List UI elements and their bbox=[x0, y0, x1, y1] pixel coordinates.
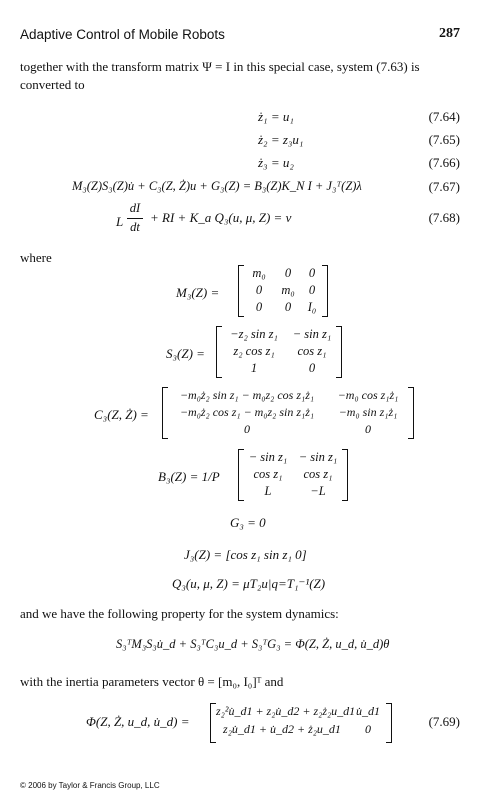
g3-equation: G₃ = 0 bbox=[230, 515, 266, 530]
matrix-bracket bbox=[386, 703, 392, 743]
matrix-cell: 0 bbox=[365, 422, 371, 436]
matrix-cell: u̇_d1 bbox=[356, 704, 380, 718]
equation-7-67: M₃(Z)S₃(Z)u̇ + C₃(Z, Ż)u + G₃(Z) = B₃(Z)K_N I + J₃ᵀ(Z)λ bbox=[72, 179, 362, 193]
matrix-cell: 0 bbox=[244, 422, 250, 436]
matrix-cell: −z₂ sin z₁ bbox=[230, 327, 278, 341]
j3-equation: J₃(Z) = [cos z₁ sin z₁ 0] bbox=[184, 547, 307, 562]
where-label: where bbox=[20, 250, 52, 265]
matrix-bracket bbox=[336, 326, 342, 378]
equation-number: (7.68) bbox=[428, 210, 460, 225]
matrix-bracket bbox=[322, 265, 328, 317]
c3-lhs: C₃(Z, Ż) = bbox=[94, 407, 149, 422]
matrix-cell: − sin z₁ bbox=[292, 327, 332, 341]
matrix-cell: 0 bbox=[255, 300, 263, 314]
s3-lhs: S₃(Z) = bbox=[166, 346, 205, 361]
property-equation: S₃ᵀM₃S₃u̇_d + S₃ᵀC₃u_d + S₃ᵀG₃ = Φ(Z, Ż, u_d, u̇_d)θ bbox=[116, 637, 390, 651]
equation-number: (7.64) bbox=[428, 109, 460, 124]
equation-number: (7.66) bbox=[428, 155, 460, 170]
intro-paragraph: together with the transform matrix Ψ = I in this special case, system (7.63) is converted to bbox=[20, 59, 420, 92]
equation-number: (7.65) bbox=[428, 132, 460, 147]
equation-number: (7.67) bbox=[428, 179, 460, 194]
matrix-cell: z₂²u̇_d1 + z₂u̇_d2 + z₂ż₂u_d1 bbox=[216, 704, 356, 718]
matrix-cell: 0 bbox=[284, 300, 292, 314]
matrix-cell: −m₀ sin z₁ż₁ bbox=[338, 405, 398, 419]
matrix-cell: m₀ bbox=[252, 266, 266, 280]
matrix-cell: − sin z₁ bbox=[298, 450, 338, 464]
matrix-cell: cos z₁ bbox=[297, 344, 327, 358]
matrix-cell: cos z₁ bbox=[253, 467, 283, 481]
matrix-cell: 1 bbox=[250, 361, 258, 375]
fraction-line bbox=[127, 218, 143, 219]
b3-lhs: B₃(Z) = 1/P bbox=[158, 469, 220, 484]
running-title: Adaptive Control of Mobile Robots bbox=[20, 27, 225, 42]
q3-equation: Q₃(u, μ, Z) = μT₂u|q=T₁⁻¹(Z) bbox=[172, 576, 326, 591]
matrix-cell: z₂u̇_d1 + u̇_d2 + ż₂u_d1 bbox=[223, 722, 341, 736]
phi-lhs: Φ(Z, Ż, u_d, u̇_d) = bbox=[86, 714, 190, 729]
matrix-cell: cos z₁ bbox=[303, 467, 333, 481]
fraction-denominator: dt bbox=[130, 220, 140, 234]
matrix-cell: 0 bbox=[365, 722, 371, 736]
equation-7-65: ż₂ = z₃u₁ bbox=[258, 132, 304, 147]
matrix-cell: L bbox=[264, 484, 272, 498]
inertia-paragraph: with the inertia parameters vector θ = [m₀, I₀]ᵀ and bbox=[20, 674, 284, 689]
matrix-cell: 0 bbox=[255, 283, 263, 297]
matrix-cell: − sin z₁ bbox=[248, 450, 288, 464]
equation-7-66: ż₃ = u₂ bbox=[258, 155, 294, 170]
matrix-bracket bbox=[408, 387, 414, 439]
matrix-cell: 0 bbox=[308, 361, 316, 375]
matrix-cell: −m₀ż₂ sin z₁ − m₀z₂ cos z₁ż₁ bbox=[179, 388, 315, 402]
equation-7-64: ż₁ = u₁ bbox=[258, 109, 294, 124]
matrix-cell: 0 bbox=[284, 266, 292, 280]
copyright-footer: © 2006 by Taylor & Francis Group, LLC bbox=[20, 781, 160, 790]
matrix-cell: 0 bbox=[308, 283, 316, 297]
property-paragraph: and we have the following property for the system dynamics: bbox=[20, 606, 339, 621]
equation-number: (7.69) bbox=[428, 714, 460, 729]
matrix-bracket bbox=[342, 449, 348, 501]
matrix-cell: 0 bbox=[308, 266, 316, 280]
m3-lhs: M₃(Z) = bbox=[176, 285, 220, 300]
matrix-cell: −L bbox=[310, 484, 326, 498]
matrix-cell: −m₀ cos z₁ż₁ bbox=[337, 388, 399, 402]
equation-7-68-prefix: L bbox=[116, 214, 124, 229]
equation-7-68-rest: + RI + K_a Q₃(u, μ, Z) = v bbox=[150, 210, 292, 225]
matrix-cell: m₀ bbox=[281, 283, 295, 297]
page-number: 287 bbox=[439, 26, 460, 41]
matrix-cell: −m₀ż₂ cos z₁ − m₀z₂ sin z₁ż₁ bbox=[179, 405, 315, 419]
fraction-numerator: dI bbox=[129, 201, 141, 215]
matrix-cell: I₀ bbox=[307, 300, 317, 314]
matrix-cell: z₂ cos z₁ bbox=[233, 344, 275, 358]
